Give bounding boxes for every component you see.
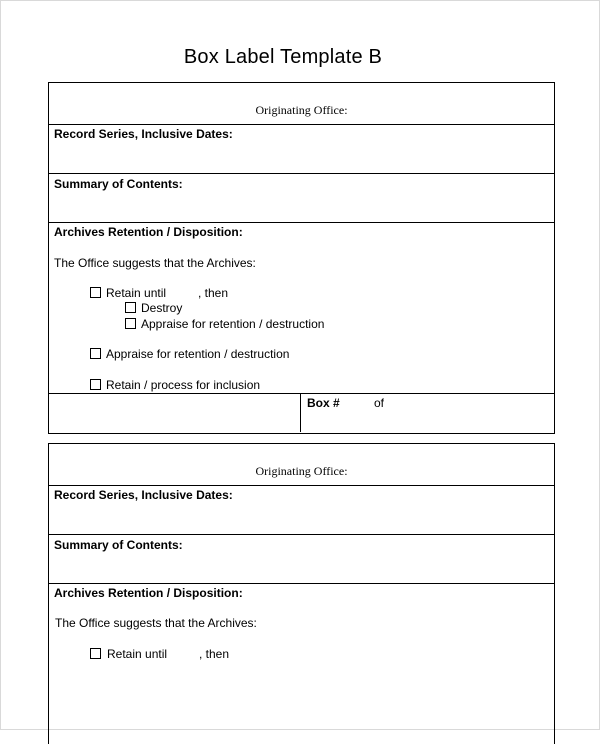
- originating-office-row: [49, 83, 554, 125]
- summary-label: Summary of Contents:: [54, 538, 183, 552]
- retention-label: Archives Retention / Disposition:: [54, 586, 243, 600]
- summary-row[interactable]: [49, 535, 554, 584]
- box-number-label: Box #: [307, 396, 340, 410]
- retention-row: [49, 223, 554, 394]
- box-label-1: [48, 82, 555, 434]
- destroy-checkbox[interactable]: [125, 302, 136, 313]
- record-series-row[interactable]: [49, 486, 554, 535]
- appraise-sub-label: Appraise for retention / destruction: [141, 317, 325, 331]
- record-series-row[interactable]: [49, 125, 554, 174]
- suggests-text: The Office suggests that the Archives:: [55, 616, 257, 630]
- retention-row: [49, 584, 554, 744]
- destroy-label: Destroy: [141, 301, 183, 315]
- retain-process-checkbox[interactable]: [90, 379, 101, 390]
- summary-label: Summary of Contents:: [54, 177, 183, 191]
- summary-row[interactable]: [49, 174, 554, 223]
- appraise-sub-checkbox[interactable]: [125, 318, 136, 329]
- appraise-label: Appraise for retention / destruction: [106, 347, 290, 361]
- box-number-divider: [300, 394, 301, 432]
- originating-office-label: Originating Office:: [255, 464, 348, 478]
- page-title: Box Label Template B: [183, 46, 383, 68]
- retain-until-label: Retain until: [106, 286, 167, 300]
- retention-label: Archives Retention / Disposition:: [54, 225, 243, 239]
- originating-office-label: Originating Office:: [255, 103, 348, 117]
- box-label-2: [48, 443, 555, 744]
- box-number-row: [49, 394, 554, 432]
- retain-until-checkbox[interactable]: [90, 648, 101, 659]
- retain-until-label: Retain until: [107, 647, 168, 661]
- retain-process-label: Retain / process for inclusion: [106, 378, 261, 392]
- retain-until-checkbox[interactable]: [90, 287, 101, 298]
- box-of-label: of: [374, 396, 385, 410]
- originating-office-row: [49, 444, 554, 486]
- appraise-checkbox[interactable]: [90, 348, 101, 359]
- then-label: , then: [199, 647, 230, 661]
- suggests-text: The Office suggests that the Archives:: [54, 256, 256, 270]
- then-label: , then: [198, 286, 229, 300]
- record-series-label: Record Series, Inclusive Dates:: [54, 488, 233, 502]
- record-series-label: Record Series, Inclusive Dates:: [54, 127, 233, 141]
